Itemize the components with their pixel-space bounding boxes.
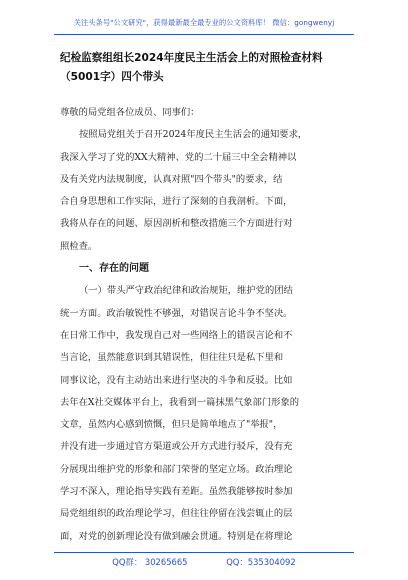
paragraph-line: 按照局党组关于召开2024年度民主生活会的通知要求， [79, 129, 308, 141]
header-banner: 关注头条号"公文研究"，获得最新最全最专业的公文资料库！ 微信：gongwenyj [73, 18, 335, 27]
title-line: 纪检监察组组长2024年度民主生活会上的对照检查材料 [60, 52, 323, 64]
title-line: （5001字）四个带头 [60, 71, 164, 83]
paragraph-line: （一）带头严守政治纪律和政治规矩，维护党的团结 [79, 285, 293, 297]
paragraph-line: 同事议论，没有主动站出来进行坚决的斗争和反驳。比如 [60, 374, 293, 386]
footer-qq-group: QQ群： 30265665 [112, 557, 188, 567]
paragraph-line: 分展现出维护党的形象和部门荣誉的坚定立场。政治理论 [60, 463, 293, 475]
paragraph-line: 局党组组织的政治理论学习，但往往停留在浅尝辄止的层 [60, 508, 293, 520]
document-title [60, 49, 360, 87]
paragraph-line: 学习不深入，理论指导实践有差距。虽然我能够按时参加 [60, 486, 293, 498]
footer-contact [0, 556, 408, 568]
footer-rule [54, 552, 354, 553]
header-rule [54, 34, 354, 35]
document-body [60, 102, 358, 548]
section-heading: 一、存在的问题 [79, 263, 149, 275]
paragraph-line: 在日常工作中，我发现自己对一些网络上的错误言论和不 [60, 329, 293, 341]
paragraph-line: 我深入学习了党的XX大精神、党的二十届三中全会精神以 [60, 151, 297, 163]
salutation: 尊敬的局党组各位成员、同事们： [60, 107, 200, 118]
paragraph-line: 去年在X社交媒体平台上，我看到一篇抹黑气象部门形象的 [60, 396, 300, 408]
paragraph-line: 及有关党内法规制度，认真对照"四个带头"的要求，结 [60, 173, 283, 185]
footer-qq-number: QQ：535304092 [226, 557, 296, 567]
paragraph-line: 照检查。 [60, 240, 98, 252]
paragraph-line: 并没有进一步通过官方渠道或公开方式进行驳斥，没有充 [60, 441, 293, 453]
paragraph-line: 当言论，虽然能意识到其错误性，但往往只是私下里和 [60, 352, 284, 364]
paragraph-line: 合自身思想和工作实际，进行了深刻的自我剖析。下面， [60, 196, 293, 208]
paragraph-line: 面，对党的创新理论没有做到融会贯通。特别是在将理论 [60, 530, 293, 542]
paragraph-line: 统一方面。政治敏锐性不够强，对错误言论斗争不坚决。 [60, 307, 293, 319]
paragraph-line: 我将从存在的问题、原因剖析和整改措施三个方面进行对 [60, 218, 293, 230]
paragraph-line: 文章，虽然内心感到愤慨，但只是简单地点了"举报"， [60, 419, 283, 431]
